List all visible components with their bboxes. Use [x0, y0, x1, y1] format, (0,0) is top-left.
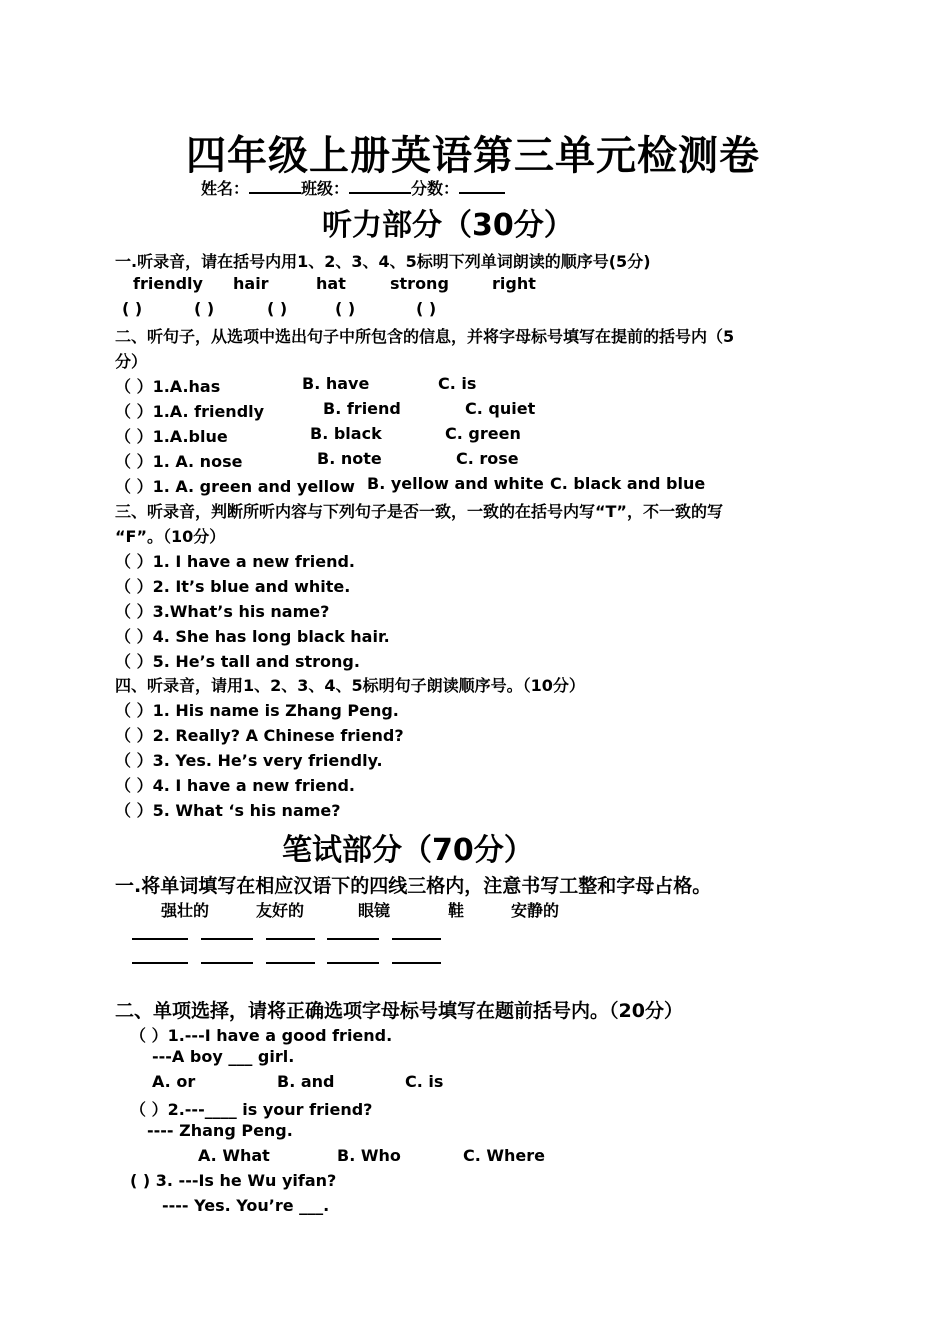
writing-line[interactable] — [201, 962, 253, 964]
writing-line[interactable] — [132, 938, 188, 940]
writing-line[interactable] — [327, 938, 379, 940]
chinese-word: 安静的 — [511, 901, 560, 920]
tf-item: （ ）4. She has long black hair. — [115, 627, 390, 646]
writing-line[interactable] — [266, 938, 315, 940]
order-item: （ ）2. Really? A Chinese friend? — [115, 726, 404, 745]
writing-line[interactable] — [327, 962, 379, 964]
order-item: （ ）5. What ‘s his name? — [115, 801, 341, 820]
writing-part2-instruction: 二、单项选择，请将正确选项字母标号填写在题前括号内。（20分） — [115, 1000, 683, 1022]
tf-item: （ ）5. He’s tall and strong. — [115, 652, 360, 671]
tf-item: （ ）1. I have a new friend. — [115, 552, 355, 571]
listening-heading: 听力部分（30分） — [322, 208, 574, 243]
tf-item: （ ）3.What’s his name? — [115, 602, 330, 621]
writing-part1-instruction: 一.将单词填写在相应汉语下的四线三格内，注意书写工整和字母占格。 — [115, 875, 712, 897]
choice-question-stem: （ ）2.---____ is your friend? — [130, 1100, 373, 1119]
answer-bracket[interactable]: ( ) — [122, 299, 143, 318]
option-c: C. green — [445, 424, 521, 443]
option-a: A. What — [198, 1146, 270, 1165]
order-item: （ ）4. I have a new friend. — [115, 776, 355, 795]
page-title: 四年级上册英语第三单元检测卷 — [186, 132, 760, 179]
word-item: strong — [390, 274, 449, 293]
option-c: C. black and blue — [550, 474, 706, 493]
option-c: C. rose — [456, 449, 519, 468]
option-b: B. Who — [337, 1146, 401, 1165]
listening-part4-instruction: 四、听录音，请用1、2、3、4、5标明句子朗读顺序号。（10分） — [115, 676, 585, 695]
option-c: C. quiet — [465, 399, 536, 418]
option-b: B. black — [310, 424, 382, 443]
choice-question-response: ---A boy ___ girl. — [152, 1047, 295, 1066]
option-a: A. or — [152, 1072, 196, 1091]
writing-heading: 笔试部分（70分） — [282, 833, 534, 868]
order-item: （ ）1. His name is Zhang Peng. — [115, 701, 399, 720]
class-field[interactable] — [349, 178, 411, 194]
chinese-word: 强壮的 — [161, 901, 210, 920]
question-stem: （ ）1.A. friendly — [115, 402, 265, 421]
score-field[interactable] — [459, 178, 505, 194]
option-c: C. is — [438, 374, 477, 393]
option-b: B. yellow and white — [367, 474, 544, 493]
class-label: 班级： — [301, 179, 350, 198]
listening-part1-instruction: 一.听录音，请在括号内用1、2、3、4、5标明下列单词朗读的顺序号(5分) — [115, 252, 651, 271]
option-c: C. is — [405, 1072, 444, 1091]
chinese-word: 鞋 — [448, 901, 465, 920]
writing-line[interactable] — [201, 938, 253, 940]
word-item: friendly — [133, 274, 203, 293]
answer-bracket[interactable]: ( ) — [335, 299, 356, 318]
order-item: （ ）3. Yes. He’s very friendly. — [115, 751, 383, 770]
writing-line[interactable] — [132, 962, 188, 964]
option-c: C. Where — [463, 1146, 546, 1165]
listening-part3-instruction-cont: “F”。（10分） — [115, 527, 226, 546]
choice-question-response: ---- Zhang Peng. — [147, 1121, 293, 1140]
choice-question-response: ---- Yes. You’re ___. — [162, 1196, 330, 1215]
writing-line[interactable] — [266, 962, 315, 964]
choice-question-stem: ( ) 3. ---Is he Wu yifan? — [130, 1171, 337, 1190]
answer-bracket[interactable]: ( ) — [194, 299, 215, 318]
question-stem: （ ）1.A.blue — [115, 427, 228, 446]
name-field[interactable] — [249, 178, 301, 194]
option-b: B. note — [317, 449, 382, 468]
question-stem: （ ）1. A. green and yellow — [115, 477, 355, 496]
option-b: B. have — [302, 374, 370, 393]
score-label: 分数： — [411, 179, 460, 198]
tf-item: （ ）2. It’s blue and white. — [115, 577, 351, 596]
name-label: 姓名： — [201, 179, 250, 198]
option-b: B. friend — [323, 399, 401, 418]
listening-part2-instruction: 二、听句子，从选项中选出句子中所包含的信息，并将字母标号填写在提前的括号内（5 — [115, 327, 735, 346]
word-item: hat — [316, 274, 346, 293]
chinese-word: 眼镜 — [358, 901, 391, 920]
choice-question-stem: （ ）1.---I have a good friend. — [130, 1026, 393, 1045]
question-stem: （ ）1.A.has — [115, 377, 221, 396]
word-item: right — [492, 274, 536, 293]
answer-bracket[interactable]: ( ) — [416, 299, 437, 318]
writing-line[interactable] — [392, 938, 441, 940]
listening-part3-instruction: 三、听录音，判断所听内容与下列句子是否一致，一致的在括号内写“T”，不一致的写 — [115, 502, 723, 521]
option-b: B. and — [277, 1072, 335, 1091]
question-stem: （ ）1. A. nose — [115, 452, 243, 471]
listening-part2-instruction-cont: 分） — [115, 352, 148, 371]
answer-bracket[interactable]: ( ) — [267, 299, 288, 318]
writing-line[interactable] — [392, 962, 441, 964]
chinese-word: 友好的 — [256, 901, 305, 920]
student-info-line — [201, 176, 505, 199]
word-item: hair — [233, 274, 269, 293]
